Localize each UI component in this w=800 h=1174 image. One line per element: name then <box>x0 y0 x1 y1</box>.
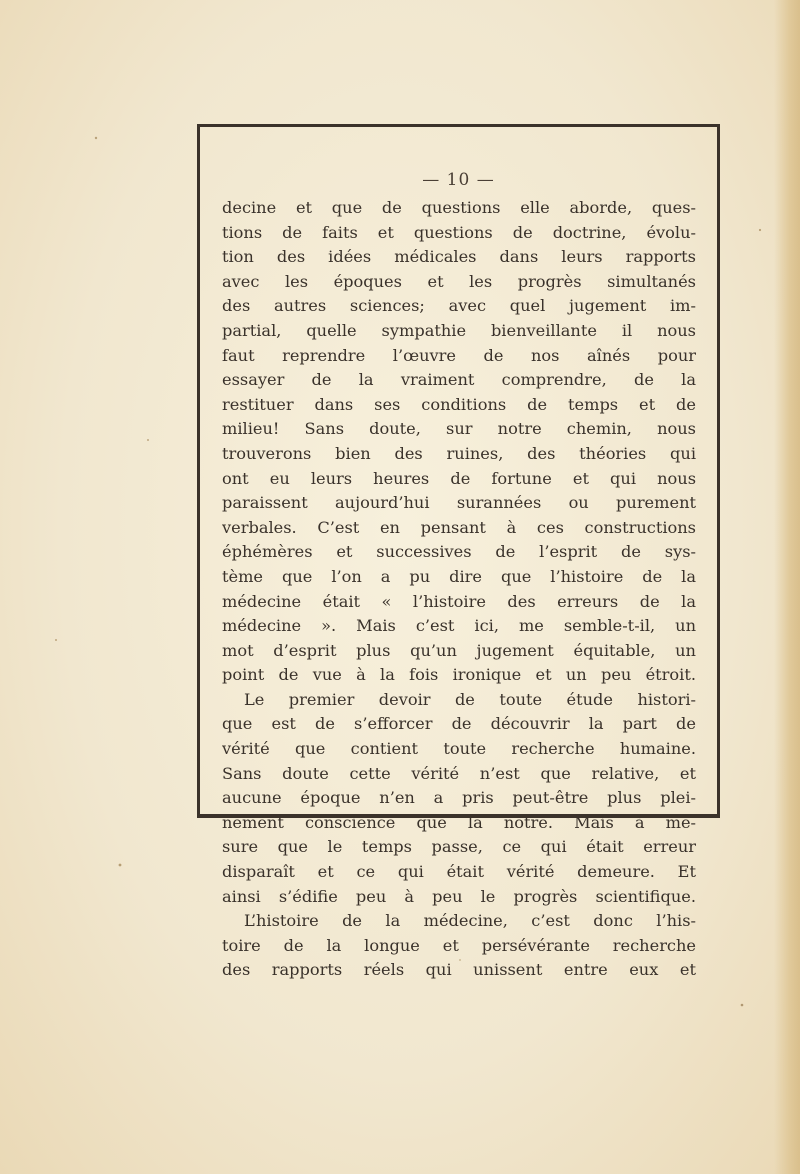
text-line: des rapports réels qui unissent entre eux et <box>222 960 696 980</box>
text-line: ainsi s’édifie peu à peu le progrès scientifique. <box>222 886 696 906</box>
text-line: nement conscience que la nôtre. Mais à me- <box>222 812 696 832</box>
text-line: faut reprendre l’œuvre de nos aînés pour <box>222 345 696 365</box>
text-line: verbales. C’est en pensant à ces constructions <box>222 517 696 537</box>
speck <box>759 229 761 231</box>
text-line: Le premier devoir de toute étude histori- <box>244 689 696 709</box>
text-line: des autres sciences; avec quel jugement im- <box>222 296 696 316</box>
page-number: — 10 — <box>422 170 495 190</box>
text-line: decine et que de questions elle aborde, ques- <box>222 198 696 217</box>
text-line: tème que l’on a pu dire que l’histoire de la <box>222 566 696 586</box>
text-line: partial, quelle sympathie bienveillante il nous <box>222 320 696 340</box>
text-line: tions de faits et questions de doctrine, évolu- <box>222 222 696 242</box>
text-line: que est de s’efforcer de découvrir la part de <box>222 714 696 734</box>
text-line: disparaît et ce qui était vérité demeure. Et <box>222 862 696 882</box>
text-line: ont eu leurs heures de fortune et qui nous <box>222 468 696 488</box>
text-line: milieu! Sans doute, sur notre chemin, nous <box>222 419 696 439</box>
text-line: éphémères et successives de l’esprit de sys- <box>222 542 696 562</box>
speck <box>55 639 57 641</box>
text-line: vérité que contient toute recherche humaine. <box>222 739 696 759</box>
text-line: avec les époques et les progrès simultanés <box>222 271 696 291</box>
text-line: tion des idées médicales dans leurs rapports <box>222 247 696 267</box>
speck <box>147 439 149 441</box>
speck <box>741 1004 744 1007</box>
text-line: toire de la longue et persévérante recherche <box>222 935 696 955</box>
text-line: médecine ». Mais c’est ici, me semble-t-il, un <box>222 616 696 636</box>
text-line: médecine était « l’histoire des erreurs de la <box>222 591 696 611</box>
text-line: aucune époque n’en a pris peut-être plus plei- <box>222 788 696 808</box>
text-line: mot d’esprit plus qu’un jugement équitable, un <box>222 640 696 660</box>
speck <box>119 864 122 867</box>
text-line: L’histoire de la médecine, c’est donc l’his- <box>244 911 696 931</box>
text-line: sure que le temps passe, ce qui était erreur <box>222 837 696 857</box>
text-line: trouverons bien des ruines, des théories qui <box>222 443 696 463</box>
text-line: restituer dans ses conditions de temps et de <box>222 394 696 414</box>
text-line: essayer de la vraiment comprendre, de la <box>222 370 696 390</box>
text-line: paraissent aujourd’hui surannées ou purement <box>222 493 696 513</box>
body-text <box>222 196 696 983</box>
text-line: Sans doute cette vérité n’est que relative, et <box>222 763 696 783</box>
text-line: point de vue à la fois ironique et un peu étroit. <box>222 665 696 685</box>
speck <box>95 137 97 139</box>
